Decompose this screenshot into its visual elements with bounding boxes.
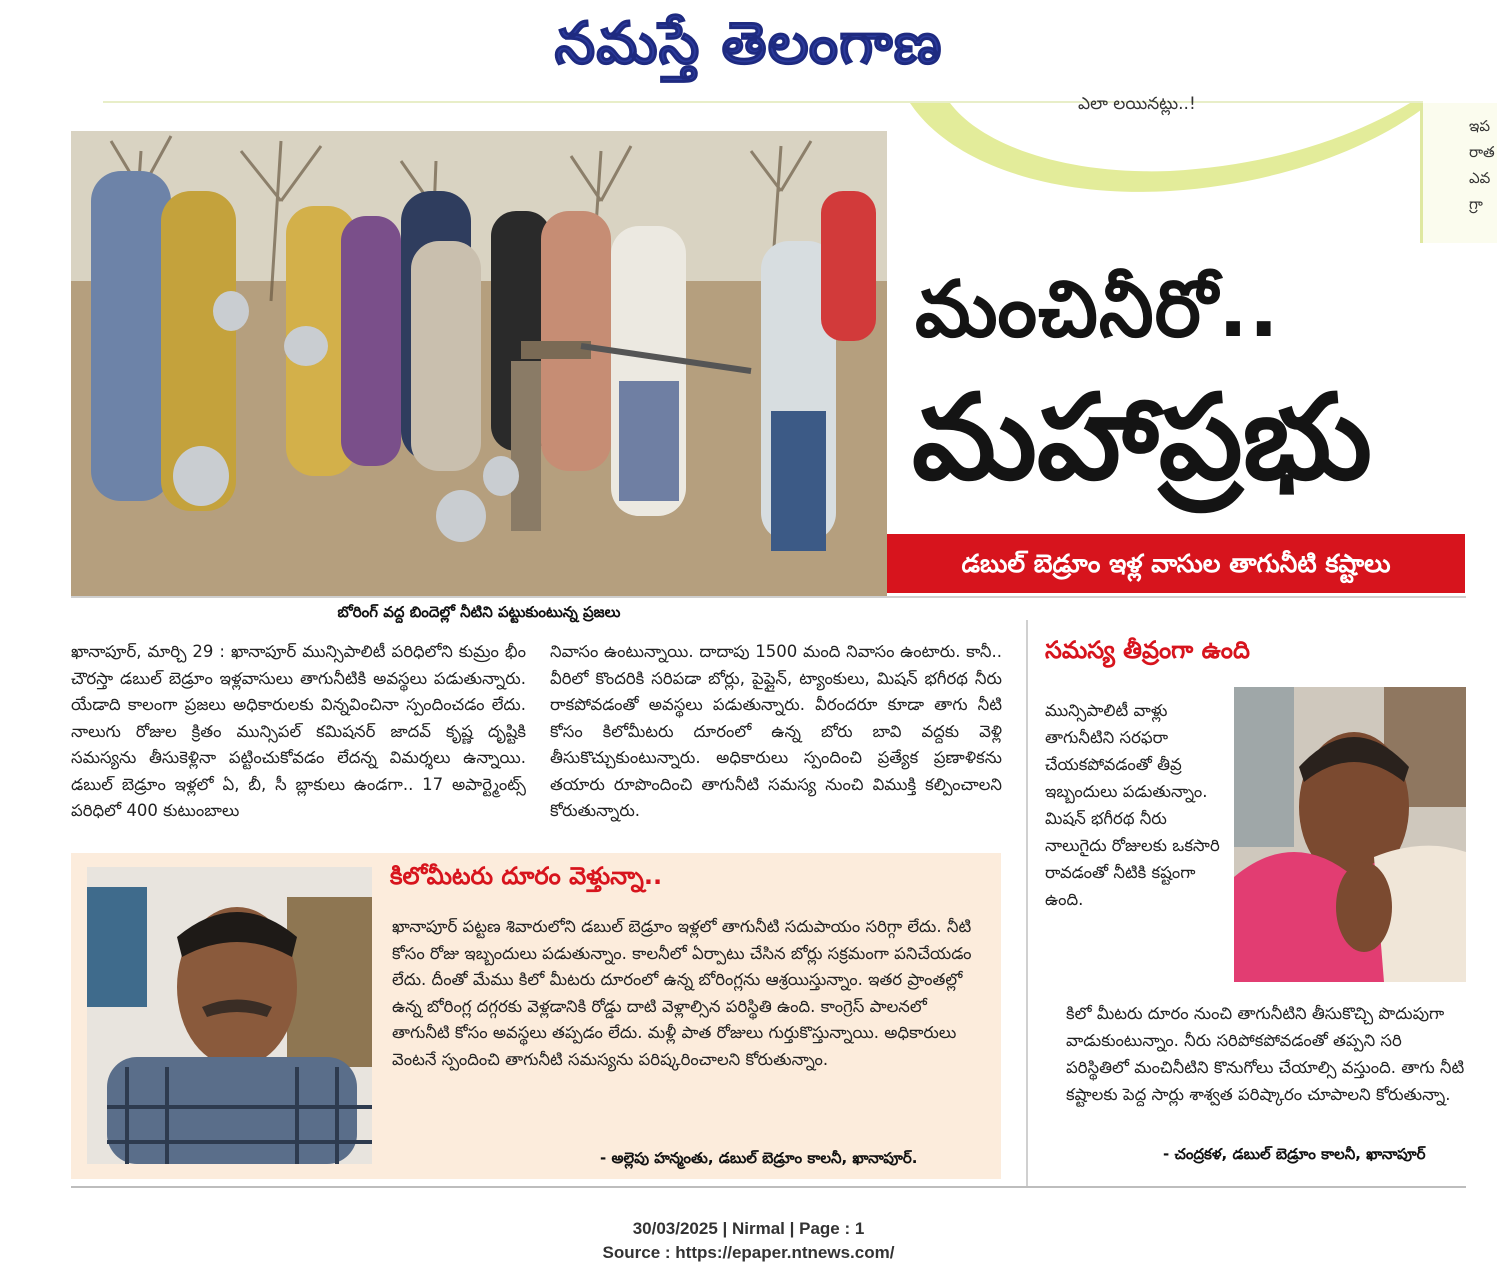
footer-source-line[interactable]: Source : https://epaper.ntnews.com/: [602, 1243, 895, 1262]
bottom-divider: [71, 1186, 1466, 1188]
side-line: రాత: [1469, 143, 1495, 161]
quote1-heading: కిలోమీటరు దూరం వెళ్తున్నా..: [390, 862, 663, 890]
article-column-2: నివాసం ఉంటున్నాయి. దాదాపు 1500 మంది నివాసం ఉంటారు. కానీ.. వీరిలో కొందరికి సరిపడా బోర్లు, పైప్లైన్, ట్యాంకులు, మిషన్ భగీరథ నీరు రాకపోవడంతో అవస్థలు పడుతున్నారు. వీరందరూ కూడా తాగు నీటి కోసం కిలోమీటరు దూరంలో ఉన్న బోరు బావి వద్దకు వెళ్లి తీసుకొచ్చుకుంటున్నారు. అధికారులు స్పందించి ప్రత్యేక ప్రణాళికను తయారు రూపొందించి తాగునీటి సమస్య నుంచి విముక్తి కల్పించాలని కోరుతున్నారు.: [550, 642, 1002, 820]
masthead: [0, 0, 1497, 86]
portrait-photo-man: [87, 867, 372, 1164]
quote2-body-bottom: కిలో మీటరు దూరం నుంచి తాగునీటిని తీసుకొచ్చి పొదుపుగా వాడుకుంటున్నాం. నీరు సరిపోకపోవడంతో తప్పని సరి పరిస్థితిలో మంచినీటిని కొనుగోలు చేయాల్సి వస్తుంది. తాగు నీటి కష్టాలకు పెద్ద సార్లు శాశ్వత పరిష్కారం చూపాలని కోరుతున్నా.: [1066, 1004, 1465, 1104]
side-column-strip: [1420, 103, 1497, 243]
subheadline-banner: [887, 534, 1465, 593]
quote1-body: [392, 914, 980, 1073]
side-line: ఎవ: [1469, 169, 1491, 187]
quote2-attribution: - చంద్రకళ, డబుల్ బెడ్రూం కాలనీ, ఖానాపూర్: [1163, 1145, 1426, 1163]
quote1-paragraph: ఖానాపూర్ పట్టణ శివారులోని డబుల్ బెడ్రూం ఇళ్లలో తాగునీటి సదుపాయం సరిగ్గా లేదు. నీటి కోసం రోజు ఇబ్బందులు పడుతున్నాం. కాలనీలో ఏర్పాటు చేసిన బోర్లు సక్రమంగా పనిచేయడం లేదు. దీంతో మేము కిలో మీటరు దూరంలో ఉన్న బోరింగ్లను ఆశ్రయిస్తున్నాం. ఇతర ప్రాంతల్లో ఉన్న బోరింగ్ల దగ్గరకు వెళ్లడానికి రోడ్డు దాటి వెళ్లాల్సిన పరిస్థితి ఉంది. కాంగ్రెస్ పాలనలో తాగునీటి కోసం అవస్థలు తప్పడం లేదు. మళ్లీ పాత రోజులు గుర్తుకొస్తున్నాయి. అధికారులు వెంటనే స్పందించి తాగునీటి సమస్యను పరిష్కరించాలని కోరుతున్నాం.: [392, 917, 972, 1069]
main-news-photo: [71, 131, 887, 596]
previous-story-fragment: ఎలా లయినట్లు..!: [1078, 94, 1196, 114]
side-line: గ్రా: [1469, 195, 1483, 213]
footer-date-line: 30/03/2025 | Nirmal | Page : 1: [632, 1219, 865, 1238]
photo-caption: బోరింగ్ వద్ద బిందెల్లో నీటిని పట్టుకుంటున్న ప్రజలు: [337, 603, 621, 621]
article-column-1: ఖానాపూర్, మార్చి 29 : ఖానాపూర్ మున్సిపాలిటీ పరిధిలోని కుమ్రం భీం చౌరస్తా డబుల్ బెడ్రూం ఇళ్లవాసులు తాగునీటికి అవస్థలు పడుతున్నారు. యేడాది కాలంగా ప్రజలు అధికారులకు విన్నవించినా స్పందించడం లేదు. నాలుగు రోజుల క్రితం మున్సిపల్ కమిషనర్ జాదవ్ కృష్ణ దృష్టికి సమస్యను తీసుకెళ్లినా పట్టించుకోవడం లేదన్న విమర్శలు ఉన్నాయి. డబుల్ బెడ్రూం ఇళ్లలో ఏ, బీ, సీ బ్లాకులు ఉండగా.. 17 అపార్ట్మెంట్స్ పరిధిలో 400 కుటుంబాలు: [71, 642, 526, 820]
quote2-heading: సమస్య తీవ్రంగా ఉంది: [1045, 636, 1250, 664]
side-line: ఇప: [1469, 117, 1491, 135]
column-divider: [1026, 620, 1028, 1186]
section-divider: [71, 596, 1466, 598]
quote2-body-top: మున్సిపాలిటీ వాళ్లు తాగునీటిని సరఫరా చేయకపోవడంతో తీవ్ర ఇబ్బందులు పడుతున్నాం. మిషన్ భగీరథ నీరు నాలుగైదు రోజులకు ఒకసారి రావడంతో నీటికి కష్టంగా ఉంది.: [1045, 701, 1220, 909]
subheadline-text: డబుల్ బెడ్రూం ఇళ్ల వాసుల తాగునీటి కష్టాలు: [961, 549, 1391, 578]
headline-line-2: మహాప్రభు: [912, 368, 1372, 506]
headline-line-1: మంచినీరో..: [915, 265, 1280, 355]
portrait-photo-woman: [1234, 687, 1466, 982]
quote1-attribution: - అల్లెపు హన్మంతు, డబుల్ బెడ్రూం కాలనీ, ఖానాపూర్.: [600, 1149, 918, 1167]
newspaper-logo: నమస్తే తెలంగాణ: [554, 9, 943, 77]
